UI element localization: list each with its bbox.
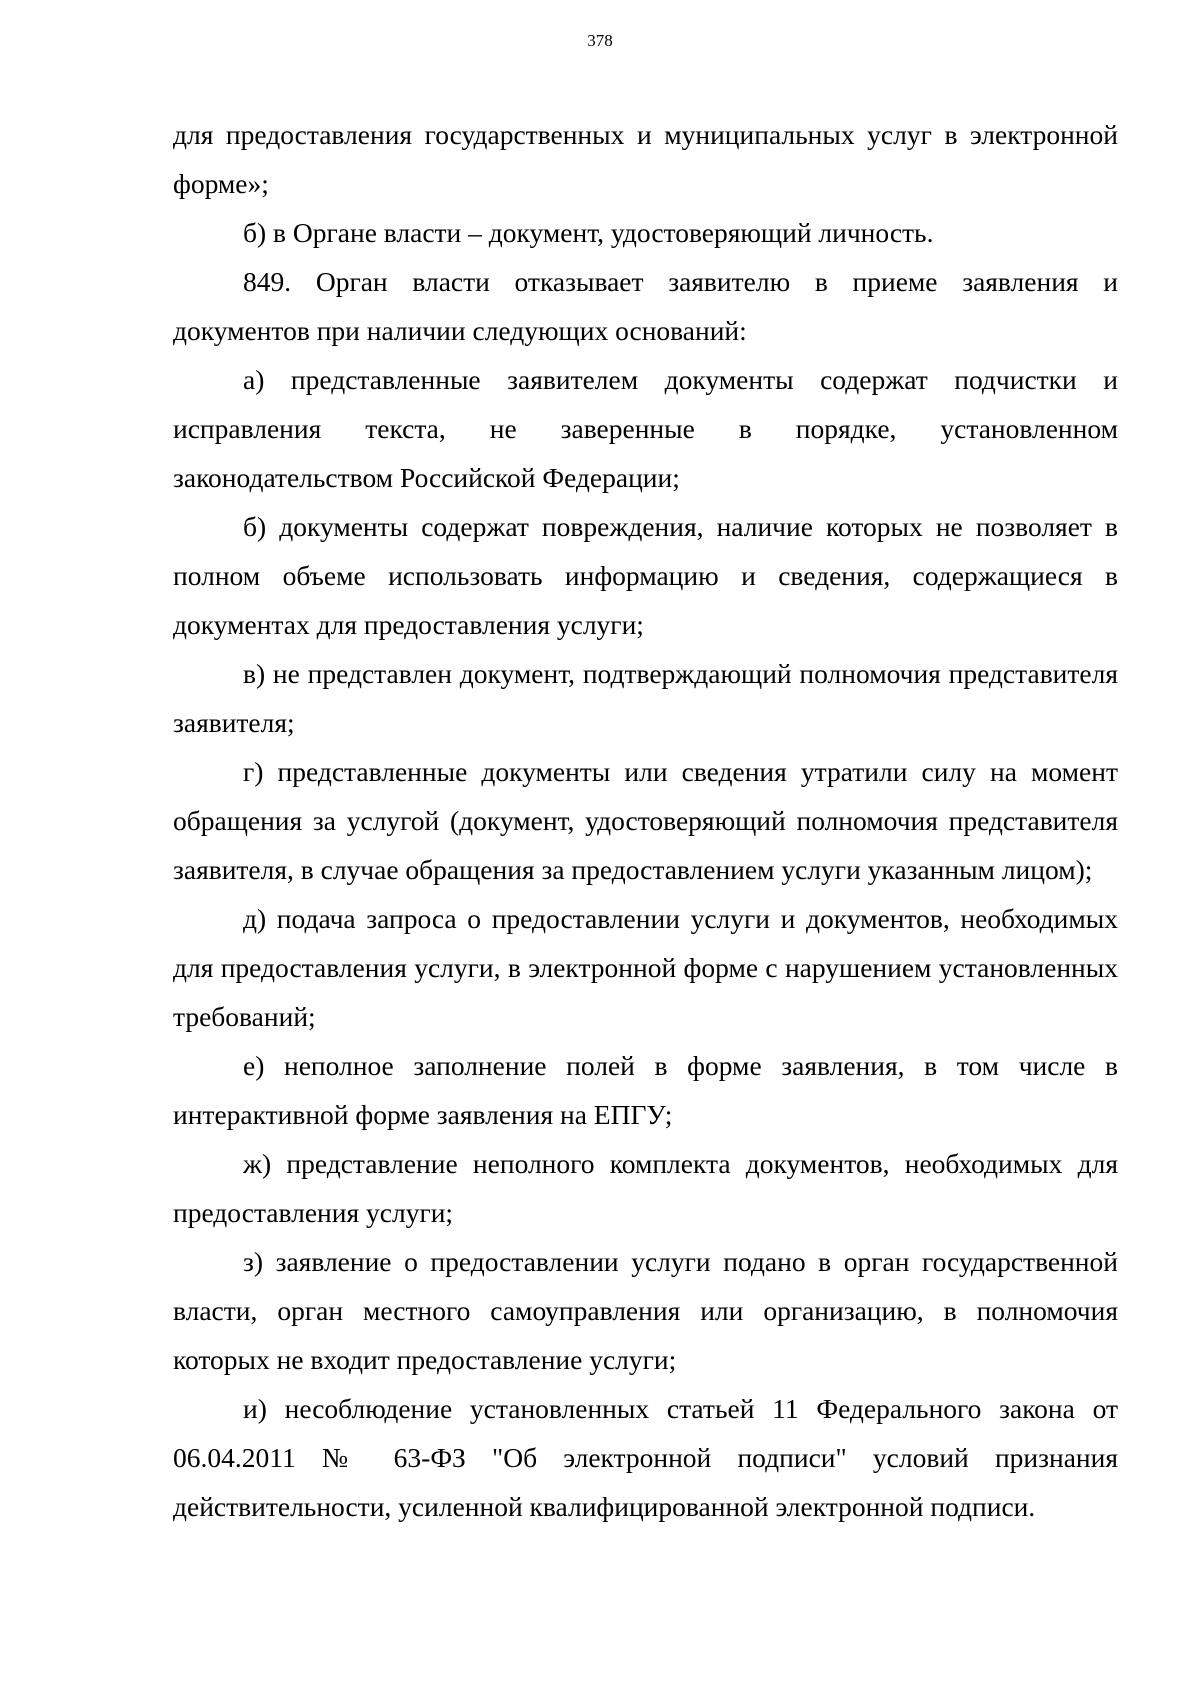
paragraph-item-d: д) подача запроса о предоставлении услуги и документов, необходимых для предоставления услуги, в электронной форме с нарушением установленных требований; — [173, 903, 1118, 1032]
paragraph-continuation: для предоставления государственных и муниципальных услуг в электронной форме»; — [173, 119, 1118, 199]
paragraph-item-zh: ж) представление неполного комплекта документов, необходимых для предоставления услуги; — [173, 1148, 1118, 1228]
paragraph-item-z: з) заявление о предоставлении услуги подано в орган государственной власти, орган местного самоуправления или организацию, в полномочия которых не входит предоставление услуги; — [173, 1246, 1118, 1375]
document-body — [173, 110, 1118, 1531]
paragraph-item-b: б) документы содержат повреждения, наличие которых не позволяет в полном объеме использовать информацию и сведения, содержащиеся в документах для предоставления услуги; — [173, 511, 1118, 640]
paragraph-item-i: и) несоблюдение установленных статьей 11 Федерального закона от 06.04.2011 № 63-ФЗ "Об электронной подписи" условий признания действительности, усиленной квалифицированной электронной подписи. — [173, 1393, 1118, 1522]
paragraph-item-a: а) представленные заявителем документы содержат подчистки и исправления текста, не заверенные в порядке, установленном законодательством Российской Федерации; — [173, 364, 1118, 493]
paragraph-item-g: г) представленные документы или сведения утратили силу на момент обращения за услугой (документ, удостоверяющий полномочия представителя заявителя, в случае обращения за предоставлением услуги указанным лицом); — [173, 756, 1118, 885]
paragraph-item-v: в) не представлен документ, подтверждающий полномочия представителя заявителя; — [173, 658, 1118, 738]
paragraph-item-e: е) неполное заполнение полей в форме заявления, в том числе в интерактивной форме заявления на ЕПГУ; — [173, 1050, 1118, 1130]
paragraph-item-b-identity: б) в Органе власти – документ, удостоверяющий личность. — [243, 217, 934, 248]
paragraph-section-849: 849. Орган власти отказывает заявителю в приеме заявления и документов при наличии следующих оснований: — [173, 266, 1118, 346]
page-number: 378 — [587, 31, 613, 50]
